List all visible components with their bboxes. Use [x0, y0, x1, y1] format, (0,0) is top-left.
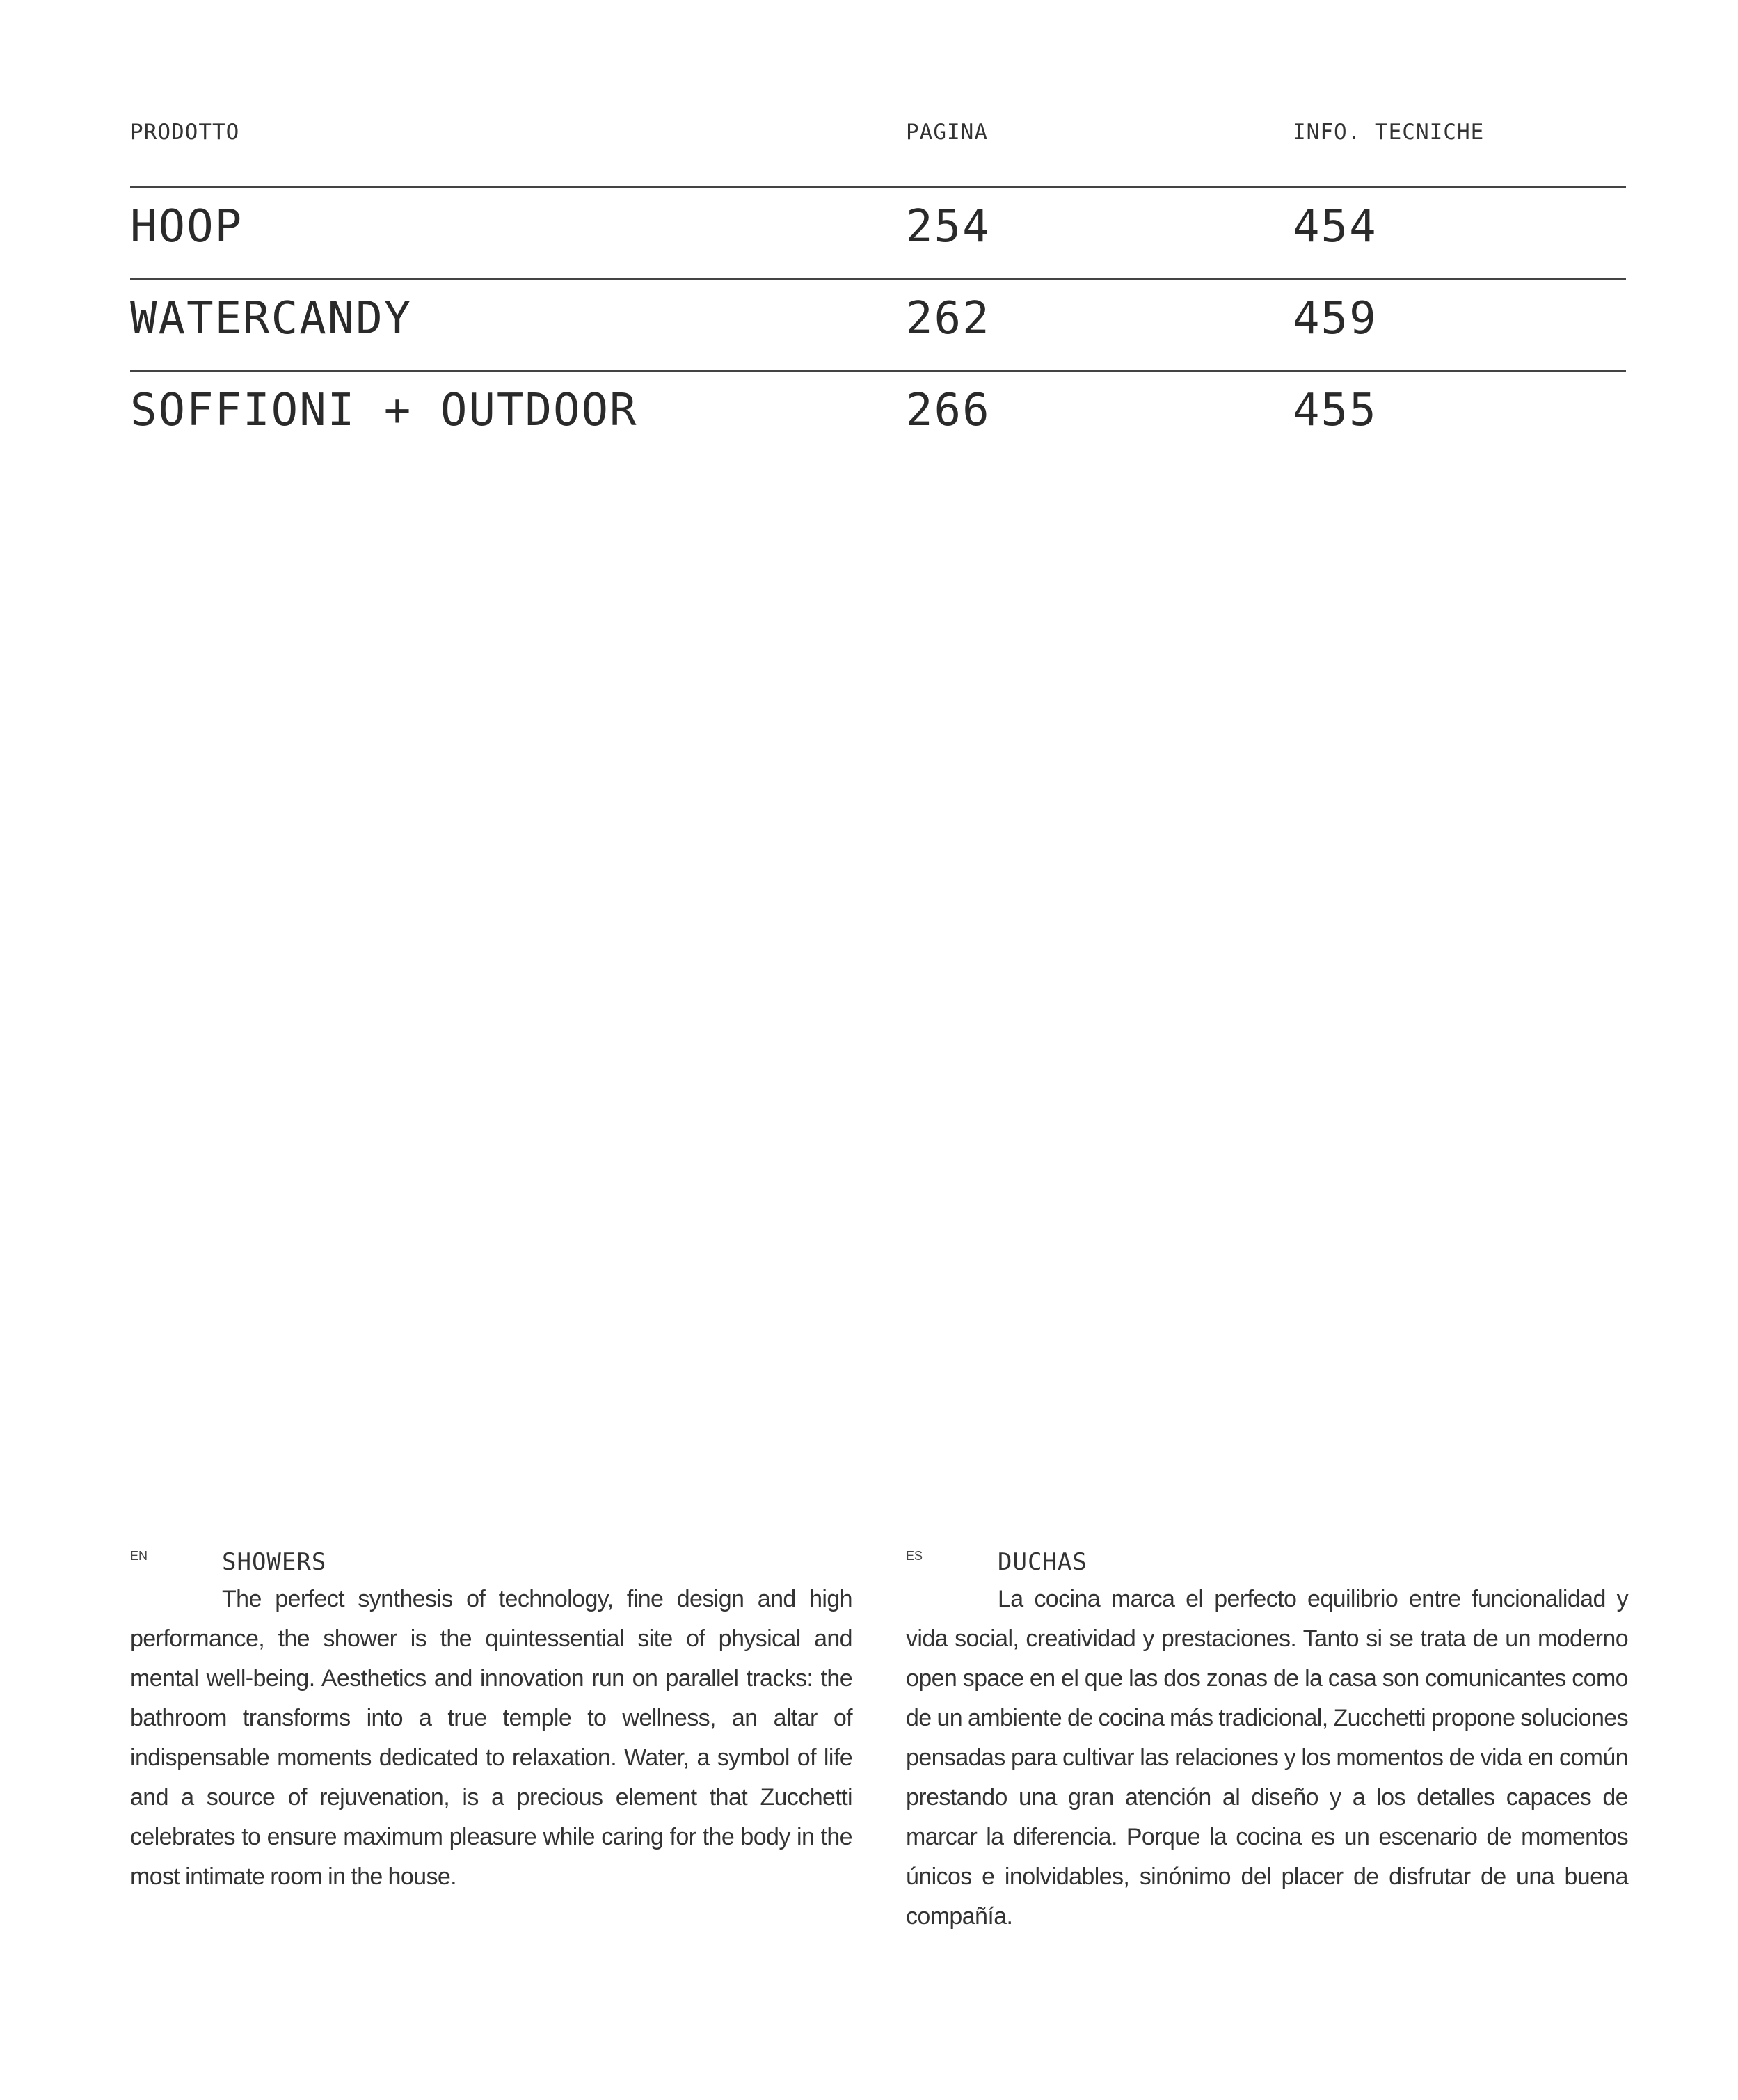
row-page: 266 — [906, 385, 991, 436]
lang-tag-es: ES — [906, 1549, 923, 1563]
section-title-es: DUCHAS — [998, 1548, 1087, 1576]
section-title-en: SHOWERS — [222, 1548, 327, 1576]
row-product: WATERCANDY — [130, 293, 413, 344]
section-es — [906, 1545, 1628, 1936]
row-page: 262 — [906, 293, 991, 344]
row-tech-info: 459 — [1293, 293, 1378, 344]
table-row — [130, 372, 1626, 463]
header-product: PRODOTTO — [130, 120, 240, 145]
row-tech-info: 454 — [1293, 201, 1378, 253]
row-product: HOOP — [130, 201, 244, 253]
body-text-en: The perfect synthesis of technology, fine design and high performance, the shower is the quintessential site of physical and mental well-being. Aesthetics and innovation run on parallel tracks: the bathroom transforms into a true temple to wellness, an altar of indispensable moments dedicated to relaxation. Water, a symbol of life and a source of rejuvenation, is a precious element that Zucchetti celebrates to ensure maximum pleasure while caring for the body in the most intimate room in the house. — [130, 1586, 852, 1890]
product-index-table — [130, 118, 1626, 463]
table-header — [130, 118, 1626, 188]
lang-tag-en: EN — [130, 1549, 148, 1563]
row-product: SOFFIONI + OUTDOOR — [130, 385, 638, 436]
table-row — [130, 280, 1626, 372]
header-page: PAGINA — [906, 120, 988, 145]
row-page: 254 — [906, 201, 991, 253]
body-text-es: La cocina marca el perfecto equilibrio entre funcionalidad y vida social, creatividad y prestaciones. Tanto si se trata de un moderno open space en el que las dos zonas de la casa son comunicantes como de un ambiente de cocina más tradicional, Zucchetti propone soluciones pensadas para cultivar las relaciones y los momentos de vida en común prestando una gran atención al diseño y a los detalles capaces de marcar la diferencia. Porque la cocina es un escenario de momentos únicos e inolvidables, sinónimo del placer de disfrutar de una buena compañía. — [906, 1586, 1628, 1930]
table-row — [130, 188, 1626, 280]
header-tech-info: INFO. TECNICHE — [1293, 120, 1485, 145]
section-en — [130, 1545, 852, 1897]
row-tech-info: 455 — [1293, 385, 1378, 436]
